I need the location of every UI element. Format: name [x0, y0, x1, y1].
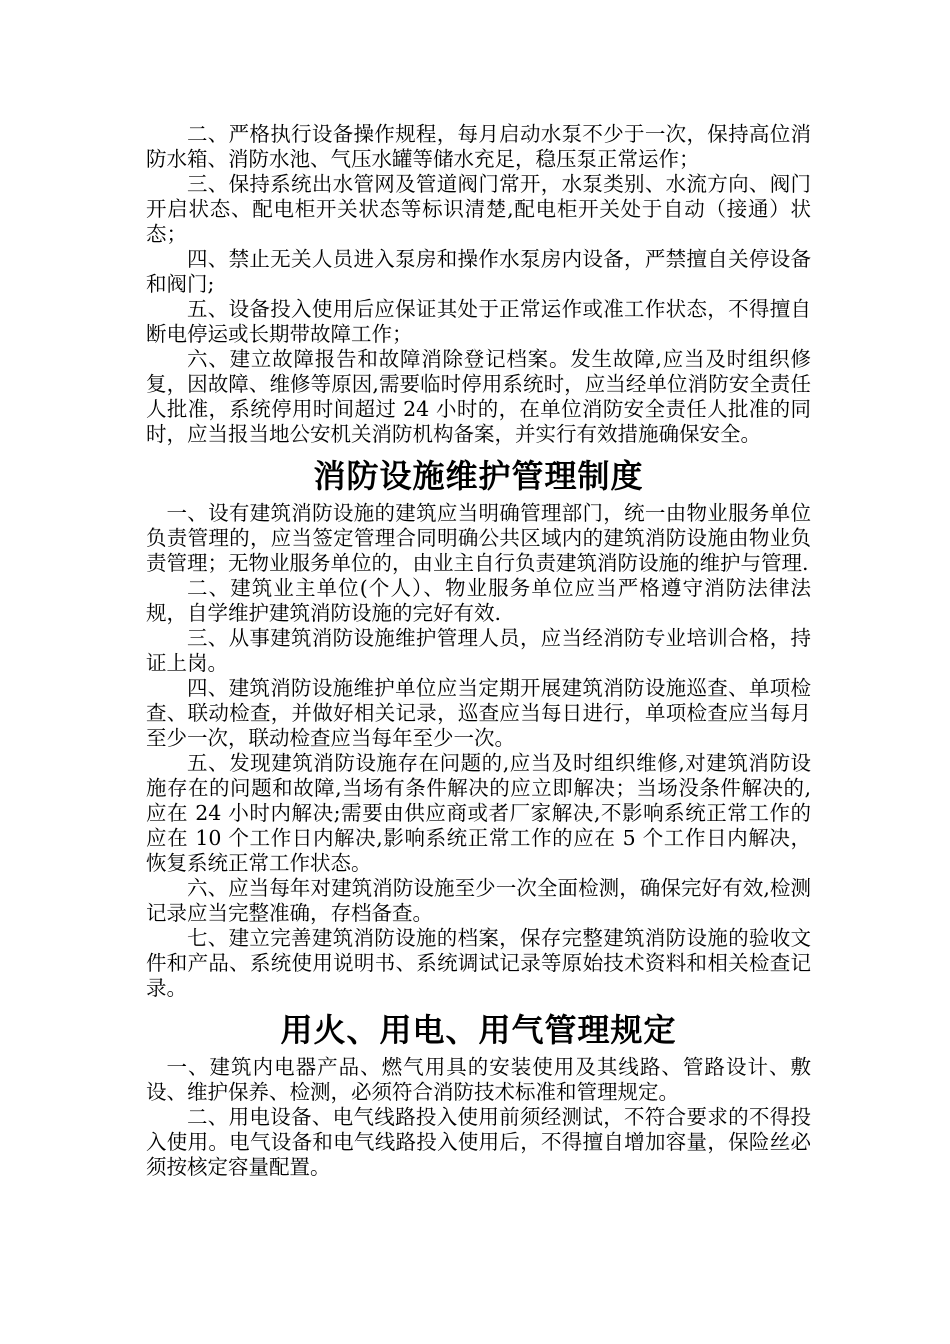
- section-title: 消防设施维护管理制度: [313, 457, 644, 495]
- paragraph: 三、从事建筑消防设施维护管理人员，应当经消防专业培训合格，持证上岗。: [146, 626, 811, 675]
- paragraph: 五、设备投入使用后应保证其处于正常运作或准工作状态，不得擅自断电停运或长期带故障工作；: [146, 297, 811, 346]
- paragraph: 二、严格执行设备操作规程，每月启动水泵不少于一次，保持高位消防水箱、消防水池、气压水罐等储水充足，稳压泵正常运作；: [146, 122, 811, 171]
- paragraph: 六、应当每年对建筑消防设施至少一次全面检测，确保完好有效,检测记录应当完整准确，存档备查。: [146, 876, 811, 925]
- paragraph: 四、建筑消防设施维护单位应当定期开展建筑消防设施巡查、单项检查、联动检查，并做好相关记录，巡查应当每日进行，单项检查应当每月至少一次，联动检查应当每年至少一次。: [146, 676, 811, 750]
- paragraph: 四、禁止无关人员进入泵房和操作水泵房内设备，严禁擅自关停设备和阀门;: [146, 247, 811, 296]
- paragraph: 三、保持系统出水管网及管道阀门常开，水泵类别、水流方向、阀门开启状态、配电柜开关状态等标识清楚,配电柜开关处于自动（接通）状态；: [146, 172, 811, 246]
- paragraph: 一、设有建筑消防设施的建筑应当明确管理部门，统一由物业服务单位负责管理的，应当签定管理合同明确公共区域内的建筑消防设施由物业负责管理；无物业服务单位的，由业主自行负责建筑消防设施的维护与管理.: [146, 501, 811, 575]
- paragraph: 七、建立完善建筑消防设施的档案，保存完整建筑消防设施的验收文件和产品、系统使用说明书、系统调试记录等原始技术资料和相关检查记录。: [146, 926, 811, 1000]
- document-page: [146, 122, 811, 1180]
- paragraph: 六、建立故障报告和故障消除登记档案。发生故障,应当及时组织修复，因故障、维修等原因,需要临时停用系统时，应当经单位消防安全责任人批准，系统停用时间超过 24 小时的，在单位消防安全责任人批准的同时，应当报当地公安机关消防机构备案，并实行有效措施确保安全。: [146, 347, 811, 446]
- paragraph: 二、建筑业主单位(个人）、物业服务单位应当严格遵守消防法律法规，自学维护建筑消防设施的完好有效.: [146, 576, 811, 625]
- paragraph: 五、发现建筑消防设施存在问题的,应当及时组织维修,对建筑消防设施存在的问题和故障,当场有条件解决的应立即解决；当场没条件解决的,应在 24 小时内解决;需要由供应商或者厂家解决,不影响系统正常工作的应在 10 个工作日内解决,影响系统正常工作的应在 5 个工作日内解决，恢复系统正常工作状态。: [146, 751, 811, 875]
- paragraph: 二、用电设备、电气线路投入使用前须经测试，不符合要求的不得投入使用。电气设备和电气线路投入使用后，不得擅自增加容量，保险丝必须按核定容量配置。: [146, 1105, 811, 1179]
- section-title: 用火、用电、用气管理规定: [280, 1011, 677, 1049]
- paragraph: 一、建筑内电器产品、燃气用具的安装使用及其线路、管路设计、敷设、维护保养、检测，必须符合消防技术标准和管理规定。: [146, 1055, 811, 1104]
